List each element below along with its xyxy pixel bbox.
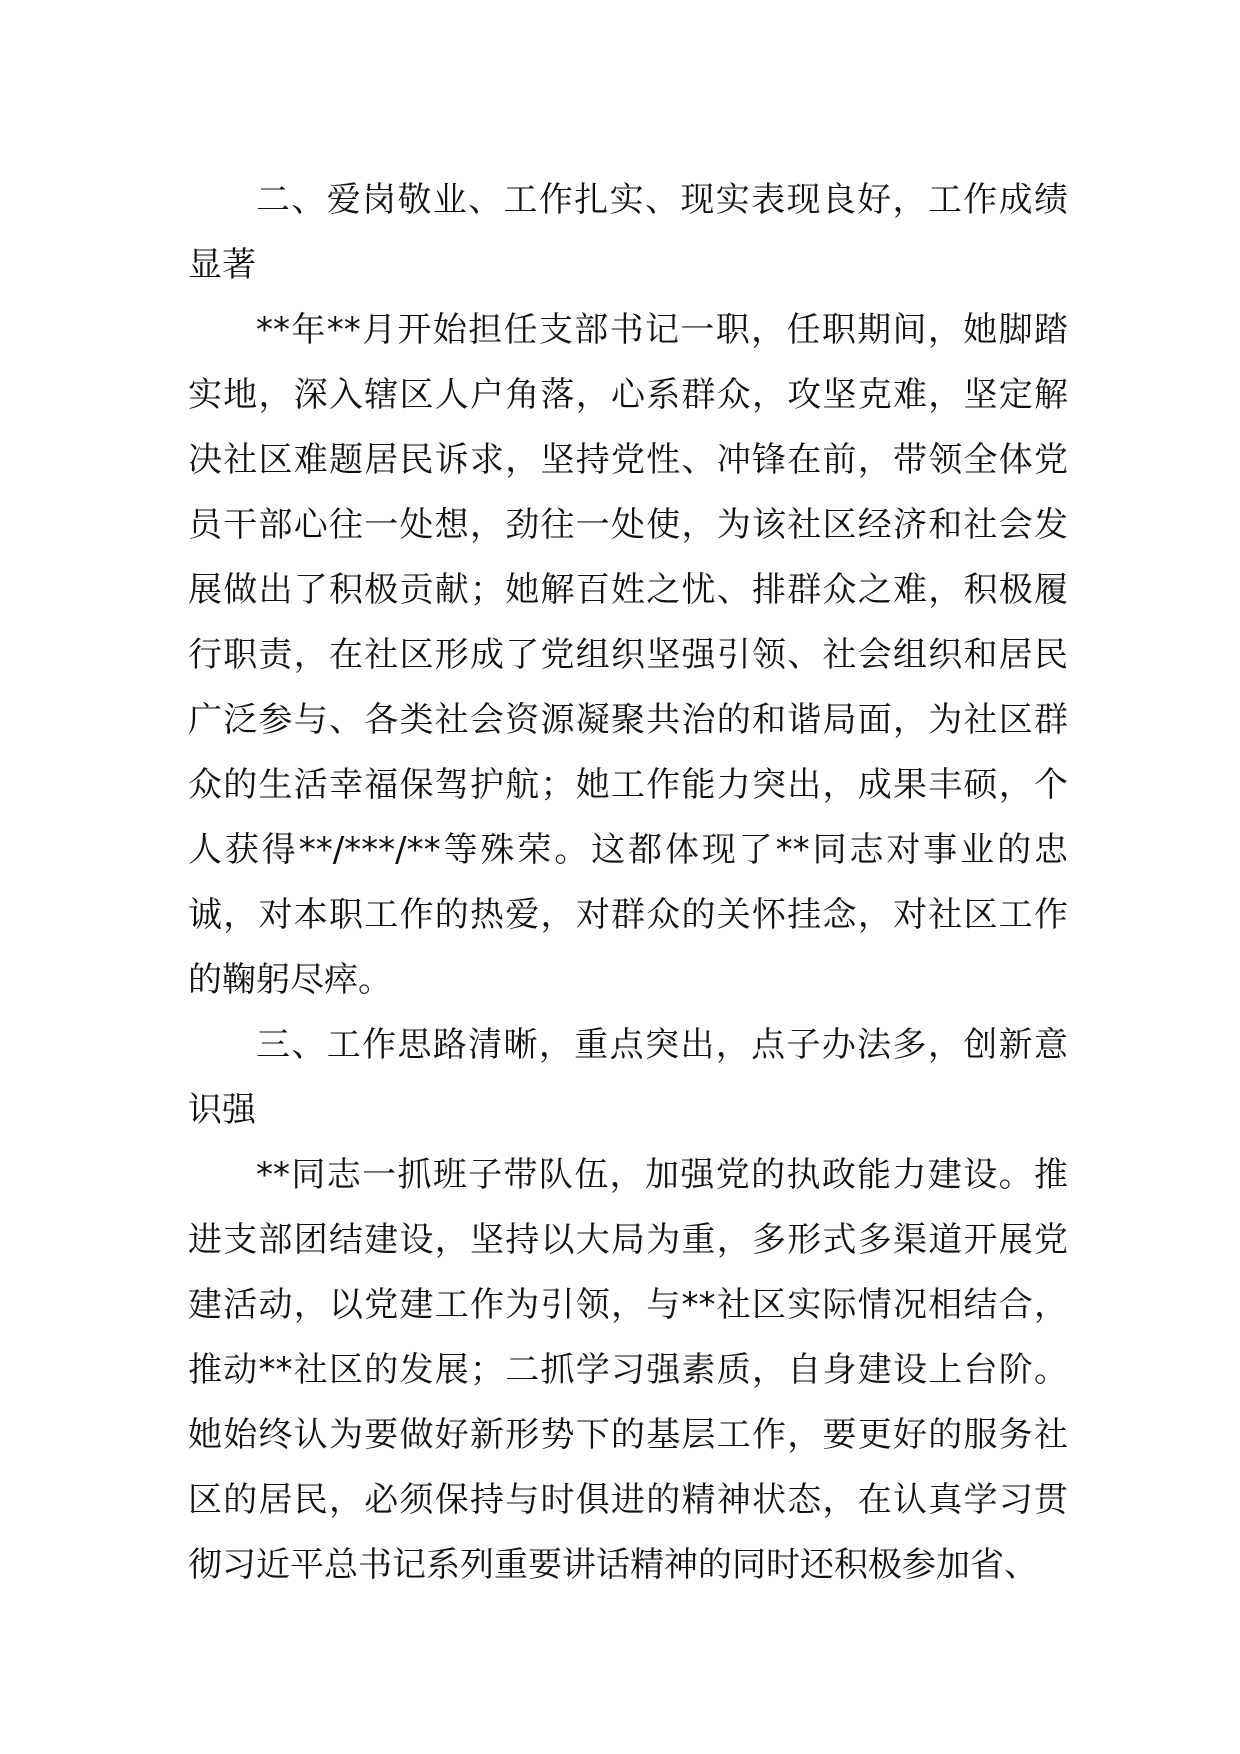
body-paragraph-two: **同志一抓班子带队伍，加强党的执政能力建设。推进支部团结建设，坚持以大局为重，多形式多渠道开展党建活动，以党建工作为引领，与**社区实际情况相结合，推动**社区的发展；二抓学习强素质，自身建设上台阶。她始终认为要做好新形势下的基层工作，要更好的服务社区的居民，必须保持与时俱进的精神状态，在认真学习贯彻习近平总书记系列重要讲话精神的同时还积极参加省、 — [188, 1155, 1068, 1585]
section-heading-two: 二、爱岗敬业、工作扎实、现实表现良好，工作成绩显著 — [188, 180, 1068, 285]
section-heading-three: 三、工作思路清晰，重点突出，点子办法多，创新意识强 — [188, 1025, 1068, 1130]
document-body — [188, 168, 1068, 1598]
body-paragraph-one: **年**月开始担任支部书记一职，任职期间，她脚踏实地，深入辖区人户角落，心系群众，攻坚克难，坚定解决社区难题居民诉求，坚持党性、冲锋在前，带领全体党员干部心往一处想，劲往一处使，为该社区经济和社会发展做出了积极贡献；她解百姓之忧、排群众之难，积极履行职责，在社区形成了党组织坚强引领、社会组织和居民广泛参与、各类社会资源凝聚共治的和谐局面，为社区群众的生活幸福保驾护航；她工作能力突出，成果丰硕，个人获得**/***/**等殊荣。这都体现了**同志对事业的忠诚，对本职工作的热爱，对群众的关怀挂念，对社区工作的鞠躬尽瘁。 — [188, 310, 1068, 1000]
